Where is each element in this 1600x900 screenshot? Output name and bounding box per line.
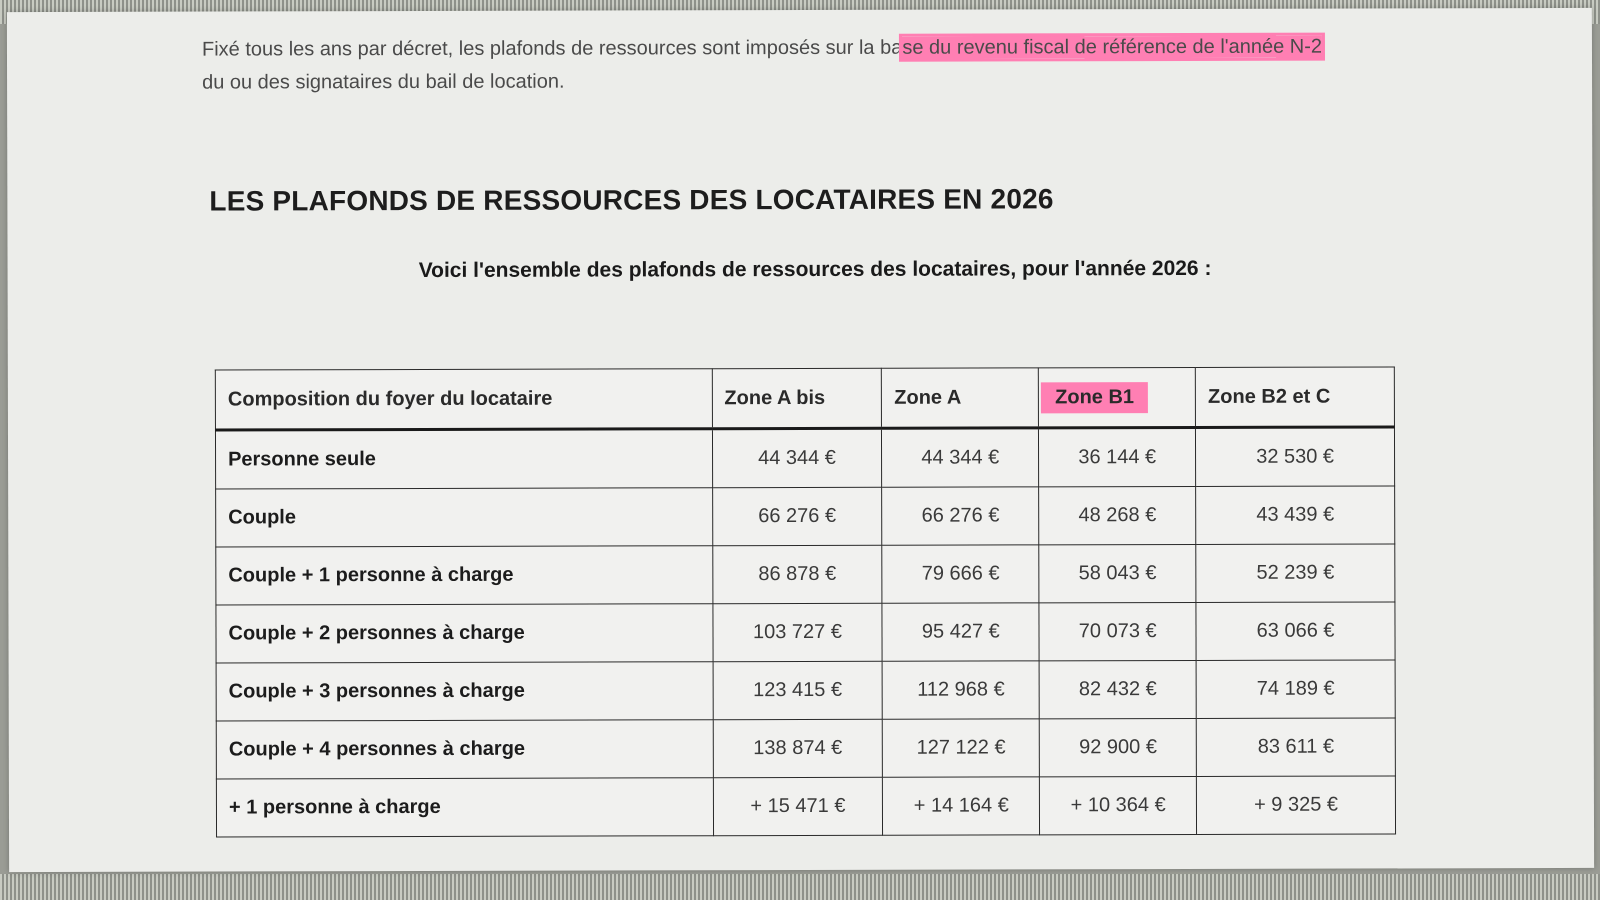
cell-zone-b2-c: 43 439 €: [1196, 486, 1395, 545]
cell-zone-b2-c: 83 611 €: [1196, 718, 1395, 777]
intro-text: Fixé tous les ans par décret, les plafonds de ressources sont imposés sur la ba: [201, 36, 903, 61]
cell-zone-a: + 14 164 €: [883, 777, 1040, 835]
intro-text-line2: du ou des signataires du bail de location.: [202, 70, 565, 94]
cell-zone-a: 127 122 €: [883, 719, 1040, 777]
header-household: Composition du foyer du locataire: [215, 369, 712, 430]
cell-zone-a-bis: 103 727 €: [712, 603, 882, 661]
cell-zone-a-bis: 66 276 €: [712, 487, 882, 545]
cell-zone-a-bis: 86 878 €: [712, 545, 882, 603]
row-label: Personne seule: [215, 429, 712, 489]
cell-zone-a-bis: 44 344 €: [712, 428, 882, 487]
paper-sheet: [7, 8, 1594, 872]
table-row: [216, 602, 1395, 663]
table-row: [216, 660, 1395, 721]
income-ceilings-table: [215, 366, 1396, 837]
header-zone-b1: [1039, 367, 1196, 427]
cell-zone-b1: 36 144 €: [1039, 427, 1196, 486]
cell-zone-a: 44 344 €: [882, 428, 1039, 487]
header-zone-a: Zone A: [882, 368, 1039, 428]
header-zone-a-bis: Zone A bis: [712, 368, 882, 428]
cell-zone-a: 112 968 €: [882, 661, 1039, 719]
row-label: Couple: [216, 488, 713, 547]
page-title: LES PLAFONDS DE RESSOURCES DES LOCATAIRES EN 2026: [209, 183, 1054, 217]
cell-zone-b1: 92 900 €: [1039, 718, 1196, 776]
row-label: Couple + 2 personnes à charge: [216, 604, 713, 663]
row-label: Couple + 1 personne à charge: [216, 546, 713, 605]
cell-zone-b1: 82 432 €: [1039, 660, 1196, 718]
table-row: [215, 427, 1394, 489]
table-header-row: [215, 367, 1394, 430]
cell-zone-b2-c: 32 530 €: [1196, 427, 1395, 487]
cell-zone-b1: 70 073 €: [1039, 602, 1196, 660]
cell-zone-a-bis: 138 874 €: [713, 719, 883, 777]
table-row: [216, 486, 1395, 547]
cell-zone-a: 79 666 €: [882, 545, 1039, 603]
cell-zone-b1: 48 268 €: [1039, 486, 1196, 544]
header-zone-b1-highlight: Zone B1: [1041, 382, 1148, 413]
cell-zone-b2-c: + 9 325 €: [1197, 776, 1396, 835]
cell-zone-a: 66 276 €: [882, 487, 1039, 545]
row-label: Couple + 3 personnes à charge: [216, 662, 713, 721]
cell-zone-b2-c: 63 066 €: [1196, 602, 1395, 661]
cell-zone-b1: + 10 364 €: [1040, 776, 1197, 834]
cell-zone-a-bis: 123 415 €: [713, 661, 883, 719]
table-row: [216, 776, 1395, 837]
cell-zone-b1: 58 043 €: [1039, 544, 1196, 602]
table-intro: Voici l'ensemble des plafonds de ressources des locataires, pour l'année 2026 :: [418, 256, 1212, 282]
background-bottom: [0, 874, 1600, 900]
header-zone-b2-c: Zone B2 et C: [1195, 367, 1394, 428]
row-label: + 1 personne à charge: [216, 778, 713, 837]
cell-zone-a: 95 427 €: [882, 603, 1039, 661]
intro-highlight: se du revenu fiscal de référence de l'année N-2: [902, 35, 1323, 59]
cell-zone-b2-c: 74 189 €: [1196, 660, 1395, 719]
intro-paragraph: [202, 30, 1462, 99]
cell-zone-a-bis: + 15 471 €: [713, 777, 883, 835]
row-label: Couple + 4 personnes à charge: [216, 720, 713, 779]
cell-zone-b2-c: 52 239 €: [1196, 544, 1395, 603]
table-row: [216, 544, 1395, 605]
table-row: [216, 718, 1395, 779]
